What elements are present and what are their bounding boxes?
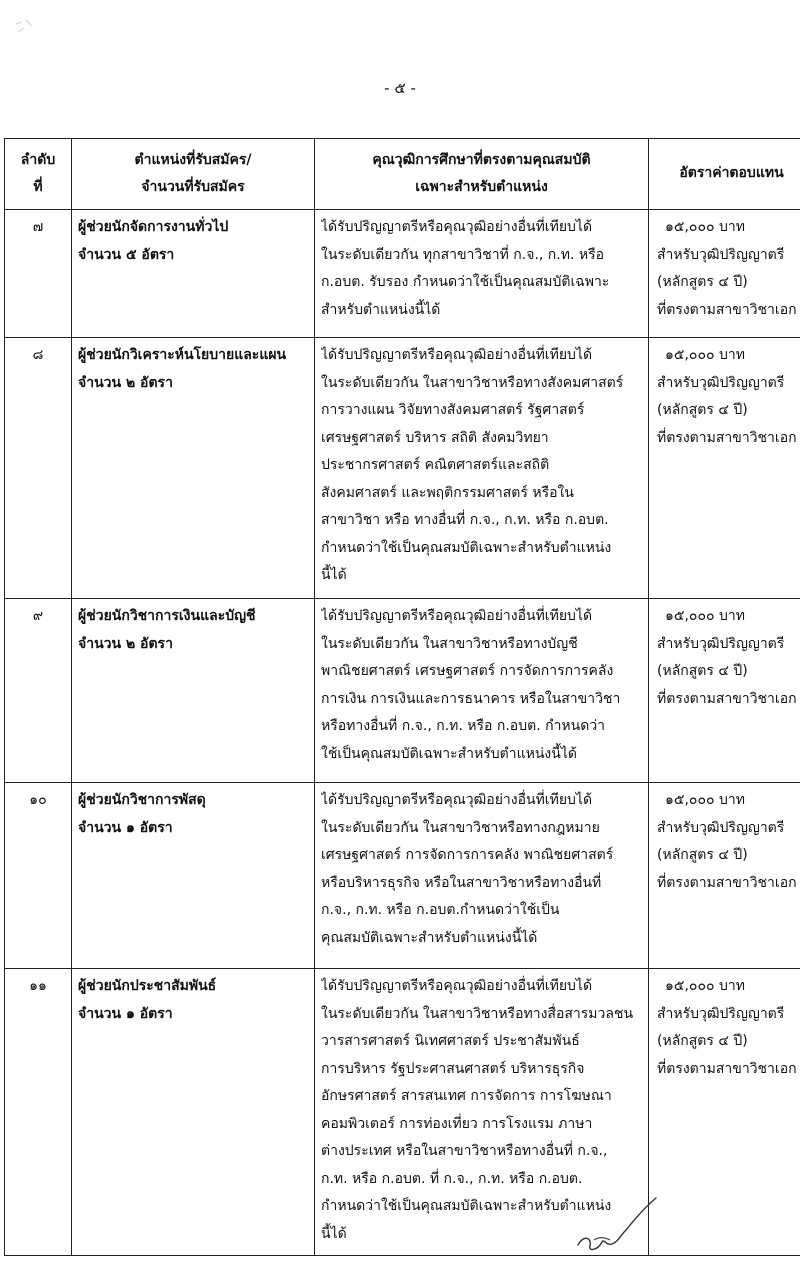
qualification-line: สาขาวิชา หรือ ทางอื่นที่ ก.จ., ก.ท. หรือ ก.อบต. (321, 512, 609, 528)
table-row (5, 338, 800, 599)
header-sequence (5, 139, 72, 210)
header-rate (649, 139, 800, 210)
position-cell (72, 969, 315, 1256)
rate-course: (หลักสูตร ๔ ปี) (657, 1033, 748, 1049)
rate-amount: ๑๕,๐๐๐ บาท (665, 792, 745, 808)
qualification-cell (315, 783, 649, 969)
qualification-line: การวางแผน วิจัยทางสังคมศาสตร์ รัฐศาสตร์ (321, 402, 585, 418)
rate-cell (649, 969, 800, 1256)
header-position-line2: จำนวนที่รับสมัคร (141, 179, 245, 195)
row-number: ๙ (5, 599, 72, 783)
header-rate-label: อัตราค่าตอบแทน (679, 165, 784, 182)
qualification-line: วารสารศาสตร์ นิเทศศาสตร์ ประชาสัมพันธ์ (321, 1033, 580, 1049)
row-number: ๑๐ (5, 783, 72, 969)
qualification-line: พาณิชยศาสตร์ เศรษฐศาสตร์ การจัดการการคลัง (321, 663, 614, 679)
header-sequence-line1: ลำดับ (20, 151, 56, 168)
table-body (5, 210, 800, 1256)
qualification-line: ในระดับเดียวกัน ในสาขาวิชาหรือทางสื่อสารมวลชน (321, 1005, 634, 1022)
qualification-line: หรือทางอื่นที่ ก.จ., ก.ท. หรือ ก.อบต. กำหนดว่า (321, 718, 606, 734)
qualification-line: ในระดับเดียวกัน ในสาขาวิชาหรือทางบัญชี (321, 635, 578, 652)
qualification-line: ต่างประเทศ หรือในสาขาวิชาหรือทางอื่นที่ ก.จ., (321, 1143, 608, 1159)
rate-course: (หลักสูตร ๔ ปี) (657, 274, 748, 290)
position-title: ผู้ช่วยนักจัดการงานทั่วไป (78, 219, 229, 235)
rate-cell (649, 338, 800, 599)
qualification-line: ก.อบต. รับรอง กำหนดว่าใช้เป็นคุณสมบัติเฉพาะ (321, 274, 610, 290)
position-cell (72, 783, 315, 969)
rate-major: ที่ตรงตามสาขาวิชาเอก (657, 1060, 797, 1077)
qualification-cell (315, 210, 649, 338)
position-count: จำนวน ๑ อัตรา (78, 819, 173, 836)
qualification-line: เศรษฐศาสตร์ บริหาร สถิติ สังคมวิทยา (321, 429, 549, 446)
qualification-line: ก.ท. หรือ ก.อบต. ที่ ก.จ., ก.ท. หรือ ก.อบต. (321, 1170, 583, 1187)
qualification-line: การเงิน การเงินและการธนาคาร หรือในสาขาวิชา (321, 690, 621, 707)
rate-cell (649, 783, 800, 969)
qualification-line: กำหนดว่าใช้เป็นคุณสมบัติเฉพาะสำหรับตำแหน่ง (321, 1198, 612, 1214)
qualification-line: ใช้เป็นคุณสมบัติเฉพาะสำหรับตำแหน่งนี้ได้ (321, 745, 577, 762)
page-number: - ๕ - (384, 79, 416, 97)
qualification-line: กำหนดว่าใช้เป็นคุณสมบัติเฉพาะสำหรับตำแหน่ง (321, 539, 612, 556)
qualification-line: ในระดับเดียวกัน ในสาขาวิชาหรือทางสังคมศาสตร์ (321, 374, 624, 391)
rate-degree: สำหรับวุฒิปริญญาตรี (657, 819, 785, 836)
rate-course: (หลักสูตร ๔ ปี) (657, 847, 748, 863)
qualification-line: ในระดับเดียวกัน ทุกสาขาวิชาที่ ก.จ., ก.ท. หรือ (321, 246, 605, 263)
qualification-line: สำหรับตำแหน่งนี้ได้ (321, 301, 441, 318)
rate-amount: ๑๕,๐๐๐ บาท (665, 347, 745, 363)
qualification-line: ในระดับเดียวกัน ในสาขาวิชาหรือทางกฎหมาย (321, 819, 600, 836)
table-row (5, 599, 800, 783)
rate-degree: สำหรับวุฒิปริญญาตรี (657, 246, 785, 263)
position-count: จำนวน ๕ อัตรา (78, 246, 175, 263)
rate-course: (หลักสูตร ๔ ปี) (657, 402, 748, 418)
header-position (72, 139, 315, 210)
header-position-line1: ตำแหน่งที่รับสมัคร/ (134, 151, 252, 168)
qualification-line: ประชากรศาสตร์ คณิตศาสตร์และสถิติ (321, 457, 550, 473)
qualification-line: คอมพิวเตอร์ การท่องเที่ยว การโรงแรม ภาษา (321, 1115, 593, 1132)
qualification-line: อักษรศาสตร์ สารสนเทศ การจัดการ การโฆษณา (321, 1088, 612, 1104)
rate-amount: ๑๕,๐๐๐ บาท (665, 608, 745, 624)
position-title: ผู้ช่วยนักวิชาการเงินและบัญชี (78, 608, 256, 624)
rate-degree: สำหรับวุฒิปริญญาตรี (657, 635, 785, 652)
header-qualification (315, 139, 649, 210)
table-row (5, 969, 800, 1256)
table-header-row (5, 139, 800, 210)
rate-major: ที่ตรงตามสาขาวิชาเอก (657, 690, 797, 707)
table-row (5, 210, 800, 338)
position-title: ผู้ช่วยนักประชาสัมพันธ์ (78, 978, 217, 994)
header-qualification-line2: เฉพาะสำหรับตำแหน่ง (415, 179, 548, 195)
position-title: ผู้ช่วยนักวิเคราะห์นโยบายและแผน (78, 347, 287, 363)
scan-artifact-mark (12, 14, 42, 44)
position-count: จำนวน ๒ อัตรา (78, 374, 173, 391)
row-number: ๗ (5, 210, 72, 338)
qualification-line: นี้ได้ (321, 1225, 347, 1242)
qualification-line: เศรษฐศาสตร์ การจัดการการคลัง พาณิชยศาสตร์ (321, 847, 614, 863)
qualification-line: นี้ได้ (321, 567, 347, 583)
header-sequence-line2: ที่ (33, 179, 43, 195)
table-row (5, 783, 800, 969)
qualification-line: การบริหาร รัฐประศาสนศาสตร์ บริหารธุรกิจ (321, 1060, 585, 1077)
rate-degree: สำหรับวุฒิปริญญาตรี (657, 1005, 785, 1022)
rate-major: ที่ตรงตามสาขาวิชาเอก (657, 301, 797, 318)
row-number: ๘ (5, 338, 72, 599)
handwritten-signature (570, 1190, 670, 1260)
header-qualification-line1: คุณวุฒิการศึกษาที่ตรงตามคุณสมบัติ (372, 151, 591, 168)
rate-cell (649, 210, 800, 338)
qualification-cell (315, 338, 649, 599)
position-cell (72, 338, 315, 599)
qualification-line: ก.จ., ก.ท. หรือ ก.อบต.กำหนดว่าใช้เป็น (321, 902, 560, 918)
position-count: จำนวน ๑ อัตรา (78, 1005, 173, 1022)
rate-cell (649, 599, 800, 783)
position-cell (72, 210, 315, 338)
rate-amount: ๑๕,๐๐๐ บาท (665, 978, 745, 994)
position-count: จำนวน ๒ อัตรา (78, 635, 173, 652)
qualification-line: สังคมศาสตร์ และพฤติกรรมศาสตร์ หรือใน (321, 484, 574, 501)
rate-degree: สำหรับวุฒิปริญญาตรี (657, 374, 785, 391)
qualification-line: หรือบริหารธุรกิจ หรือในสาขาวิชาหรือทางอื่นที่ (321, 874, 602, 891)
rate-amount: ๑๕,๐๐๐ บาท (665, 219, 745, 235)
positions-table (4, 138, 800, 1256)
row-number: ๑๑ (5, 969, 72, 1256)
positions-table-wrapper (4, 138, 800, 1256)
rate-major: ที่ตรงตามสาขาวิชาเอก (657, 874, 797, 891)
position-title: ผู้ช่วยนักวิชาการพัสดุ (78, 792, 206, 808)
qualification-cell (315, 599, 649, 783)
qualification-line: คุณสมบัติเฉพาะสำหรับตำแหน่งนี้ได้ (321, 929, 538, 946)
qualification-line: ได้รับปริญญาตรีหรือคุณวุฒิอย่างอื่นที่เทียบได้ (321, 219, 593, 235)
position-cell (72, 599, 315, 783)
qualification-line: ได้รับปริญญาตรีหรือคุณวุฒิอย่างอื่นที่เทียบได้ (321, 347, 593, 363)
qualification-line: ได้รับปริญญาตรีหรือคุณวุฒิอย่างอื่นที่เทียบได้ (321, 792, 593, 808)
qualification-line: ได้รับปริญญาตรีหรือคุณวุฒิอย่างอื่นที่เทียบได้ (321, 978, 593, 994)
rate-course: (หลักสูตร ๔ ปี) (657, 663, 748, 679)
qualification-line: ได้รับปริญญาตรีหรือคุณวุฒิอย่างอื่นที่เทียบได้ (321, 608, 593, 624)
rate-major: ที่ตรงตามสาขาวิชาเอก (657, 429, 797, 446)
